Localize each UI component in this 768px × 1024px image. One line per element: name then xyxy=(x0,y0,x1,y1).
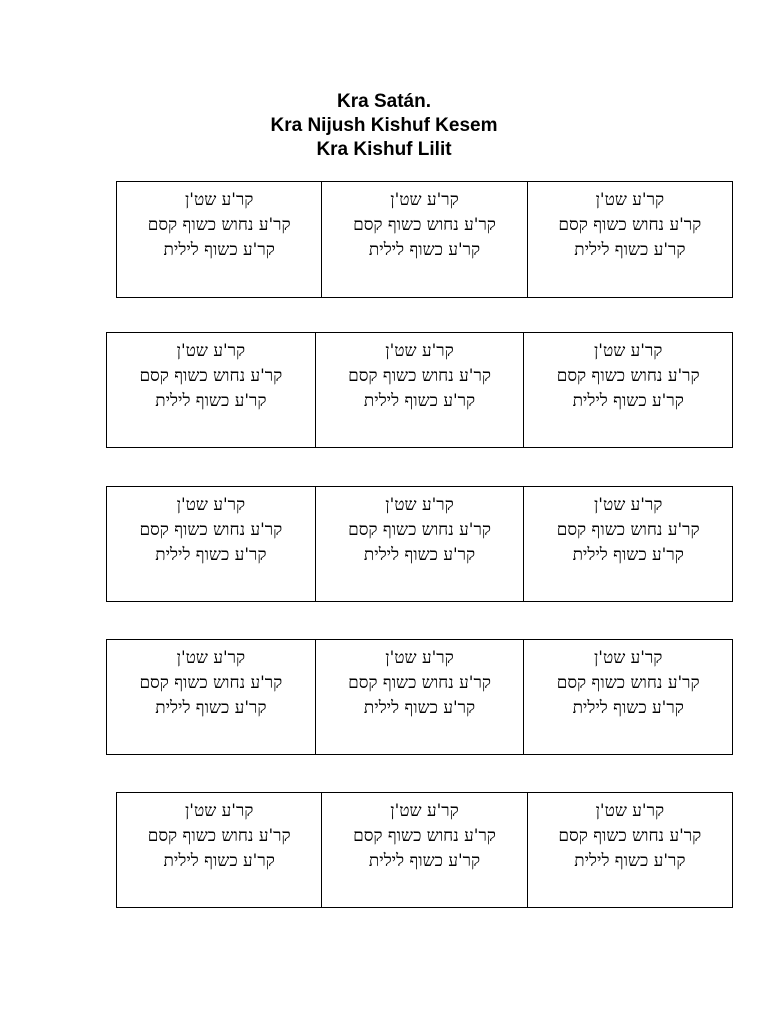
cell-line-2: קר'ע נחוש כשוף קסם xyxy=(139,673,283,693)
label-cell xyxy=(107,487,315,601)
cell-line-1: קר'ע שט'ן xyxy=(176,648,246,668)
cell-line-1: קר'ע שט'ן xyxy=(385,648,454,668)
cell-line-3: קר'ע כשוף לילית xyxy=(572,545,684,565)
label-cell xyxy=(523,333,732,447)
label-cell xyxy=(523,640,732,754)
cell-line-3: קר'ע כשוף לילית xyxy=(368,240,481,260)
label-table-5 xyxy=(116,792,733,908)
cell-line-3: קר'ע כשוף לילית xyxy=(155,545,267,565)
cell-line-2: קר'ע נחוש כשוף קסם xyxy=(348,366,491,386)
label-cell xyxy=(107,640,315,754)
label-table-3 xyxy=(106,486,733,602)
cell-line-3: קר'ע כשוף לילית xyxy=(368,851,481,871)
cell-line-3: קר'ע כשוף לילית xyxy=(155,698,267,718)
heading-line-1: Kra Satán. xyxy=(337,91,431,112)
label-cell xyxy=(315,640,524,754)
cell-line-1: קר'ע שט'ן xyxy=(176,341,246,361)
cell-line-3: קר'ע כשוף לילית xyxy=(572,391,684,411)
label-table-2 xyxy=(106,332,733,448)
cell-line-3: קר'ע כשוף לילית xyxy=(363,545,476,565)
cell-line-1: קר'ע שט'ן xyxy=(184,801,254,821)
cell-line-2: קר'ע נחוש כשוף קסם xyxy=(353,826,496,846)
label-cell xyxy=(321,182,526,297)
cell-line-1: קר'ע שט'ן xyxy=(176,495,246,515)
cell-line-3: קר'ע כשוף לילית xyxy=(363,391,476,411)
cell-line-1: קר'ע שט'ן xyxy=(593,341,663,361)
cell-line-1: קר'ע שט'ן xyxy=(390,801,459,821)
cell-line-1: קר'ע שט'ן xyxy=(593,648,663,668)
page-heading xyxy=(0,90,768,162)
label-cell xyxy=(527,793,732,907)
label-cell xyxy=(117,182,321,297)
cell-line-1: קר'ע שט'ן xyxy=(595,190,665,210)
cell-line-3: קר'ע כשוף לילית xyxy=(163,240,275,260)
cell-line-2: קר'ע נחוש כשוף קסם xyxy=(147,826,291,846)
cell-line-1: קר'ע שט'ן xyxy=(385,341,454,361)
label-cell xyxy=(321,793,526,907)
label-cell xyxy=(527,182,732,297)
cell-line-2: קר'ע נחוש כשוף קסם xyxy=(353,215,496,235)
label-cell xyxy=(315,487,524,601)
cell-line-2: קר'ע נחוש כשוף קסם xyxy=(139,520,283,540)
label-cell xyxy=(315,333,524,447)
label-cell xyxy=(523,487,732,601)
heading-line-3: Kra Kishuf Lilit xyxy=(316,139,452,160)
cell-line-1: קר'ע שט'ן xyxy=(390,190,459,210)
cell-line-3: קר'ע כשוף לילית xyxy=(155,391,267,411)
cell-line-2: קר'ע נחוש כשוף קסם xyxy=(558,215,702,235)
cell-line-1: קר'ע שט'ן xyxy=(184,190,254,210)
cell-line-3: קר'ע כשוף לילית xyxy=(163,851,275,871)
cell-line-1: קר'ע שט'ן xyxy=(595,801,665,821)
label-table-4 xyxy=(106,639,733,755)
cell-line-2: קר'ע נחוש כשוף קסם xyxy=(147,215,291,235)
cell-line-3: קר'ע כשוף לילית xyxy=(574,851,686,871)
label-table-1 xyxy=(116,181,733,298)
cell-line-1: קר'ע שט'ן xyxy=(593,495,663,515)
label-cell xyxy=(117,793,321,907)
cell-line-2: קר'ע נחוש כשוף קסם xyxy=(348,520,491,540)
label-cell xyxy=(107,333,315,447)
cell-line-2: קר'ע נחוש כשוף קסם xyxy=(139,366,283,386)
cell-line-3: קר'ע כשוף לילית xyxy=(572,698,684,718)
cell-line-3: קר'ע כשוף לילית xyxy=(574,240,686,260)
heading-line-2: Kra Nijush Kishuf Kesem xyxy=(270,115,498,136)
cell-line-2: קר'ע נחוש כשוף קסם xyxy=(556,520,700,540)
cell-line-3: קר'ע כשוף לילית xyxy=(363,698,476,718)
cell-line-1: קר'ע שט'ן xyxy=(385,495,454,515)
cell-line-2: קר'ע נחוש כשוף קסם xyxy=(348,673,491,693)
cell-line-2: קר'ע נחוש כשוף קסם xyxy=(556,366,700,386)
cell-line-2: קר'ע נחוש כשוף קסם xyxy=(556,673,700,693)
cell-line-2: קר'ע נחוש כשוף קסם xyxy=(558,826,702,846)
